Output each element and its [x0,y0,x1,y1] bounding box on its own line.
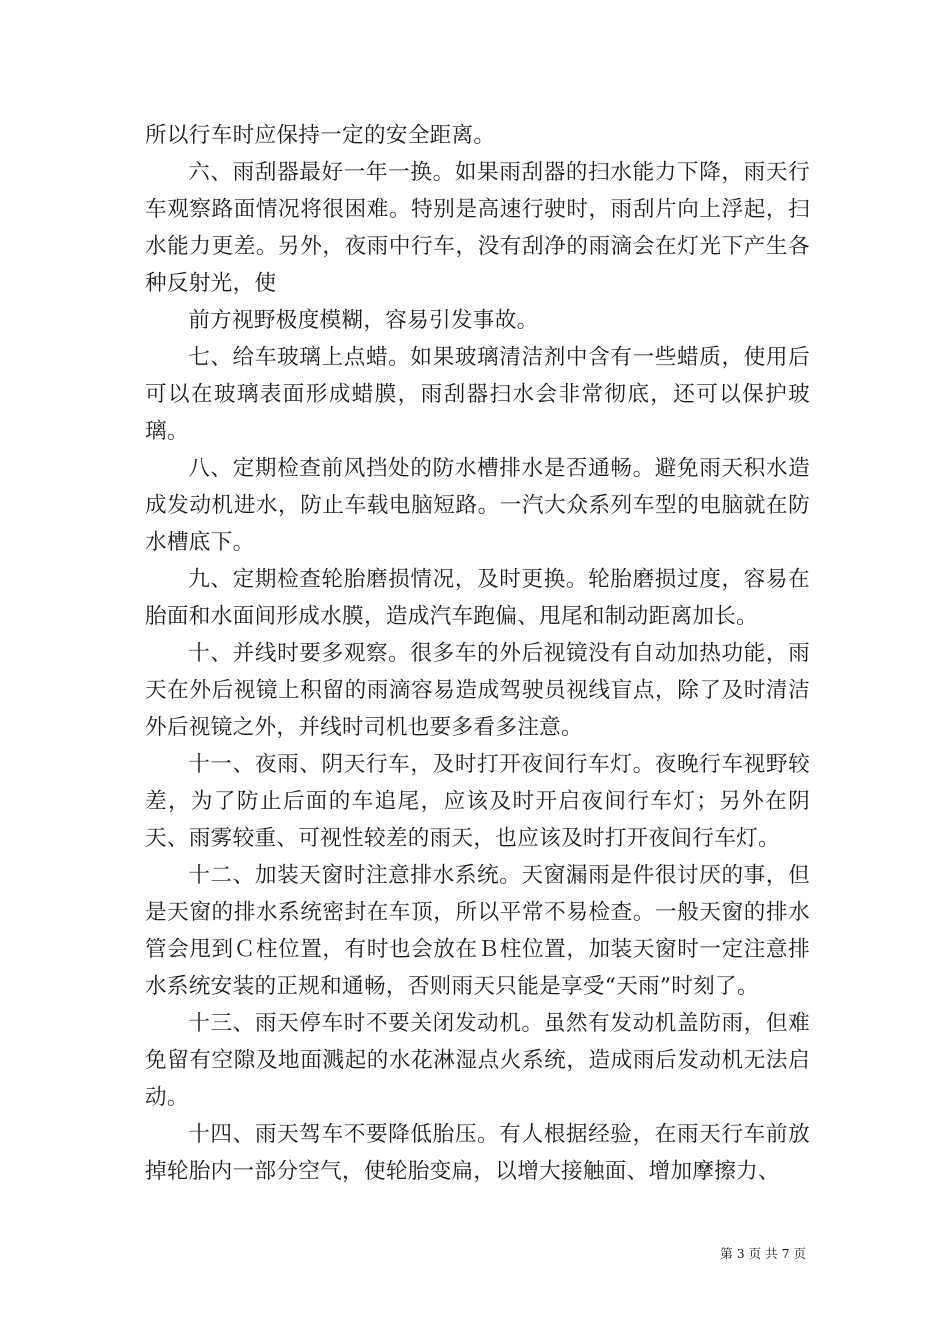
paragraph-item-12: 十二、加装天窗时注意排水系统。天窗漏雨是件很讨厌的事，但是天窗的排水系统密封在车顶，所以平常不易检查。一般天窗的排水管会甩到Ｃ柱位置，有时也会放在Ｂ柱位置，加装天窗时一定注意排水系统安装的正规和通畅，否则雨天只能是享受“天雨”时刻了。 [145,863,810,999]
paragraph-item-13: 十三、雨天停车时不要关闭发动机。虽然有发动机盖防雨，但难免留有空隙及地面溅起的水花淋湿点火系统，造成雨后发动机无法启动。 [145,1011,810,1110]
paragraph-item-10: 十、并线时要多观察。很多车的外后视镜没有自动加热功能，雨天在外后视镜上积留的雨滴容易造成驾驶员视线盲点，除了及时清洁外后视镜之外，并线时司机也要多看多注意。 [145,641,810,740]
paragraph-item-9: 九、定期检查轮胎磨损情况，及时更换。轮胎磨损过度，容易在胎面和水面间形成水膜，造成汽车跑偏、甩尾和制动距离加长。 [145,567,810,629]
paragraph-continuation: 所以行车时应保持一定的安全距离。 [145,123,496,148]
paragraph-item-6-continued: 前方视野极度模糊，容易引发事故。 [188,308,539,333]
paragraph-item-11: 十一、夜雨、阴天行车，及时打开夜间行车灯。夜晚行车视野较差，为了防止后面的车追尾，应该及时开启夜间行车灯；另外在阴天、雨雾较重、可视性较差的雨天，也应该及时打开夜间行车灯。 [145,752,810,851]
page-number-footer: 第 3 页 共 7 页 [720,1246,806,1261]
paragraph-item-14: 十四、雨天驾车不要降低胎压。有人根据经验，在雨天行车前放掉轮胎内一部分空气，使轮胎变扁，以增大接触面、增加摩擦力、 [145,1122,810,1184]
paragraph-item-6: 六、雨刮器最好一年一换。如果雨刮器的扫水能力下降，雨天行车观察路面情况将很困难。特别是高速行驶时，雨刮片向上浮起，扫水能力更差。另外，夜雨中行车，没有刮净的雨滴会在灯光下产生各种反射光，使 [145,160,810,296]
paragraph-item-8: 八、定期检查前风挡处的防水槽排水是否通畅。避免雨天积水造成发动机进水，防止车载电脑短路。一汽大众系列车型的电脑就在防水槽底下。 [145,456,810,555]
document-body [145,117,810,1190]
paragraph-item-7: 七、给车玻璃上点蜡。如果玻璃清洁剂中含有一些蜡质，使用后可以在玻璃表面形成蜡膜，雨刮器扫水会非常彻底，还可以保护玻璃。 [145,345,810,444]
